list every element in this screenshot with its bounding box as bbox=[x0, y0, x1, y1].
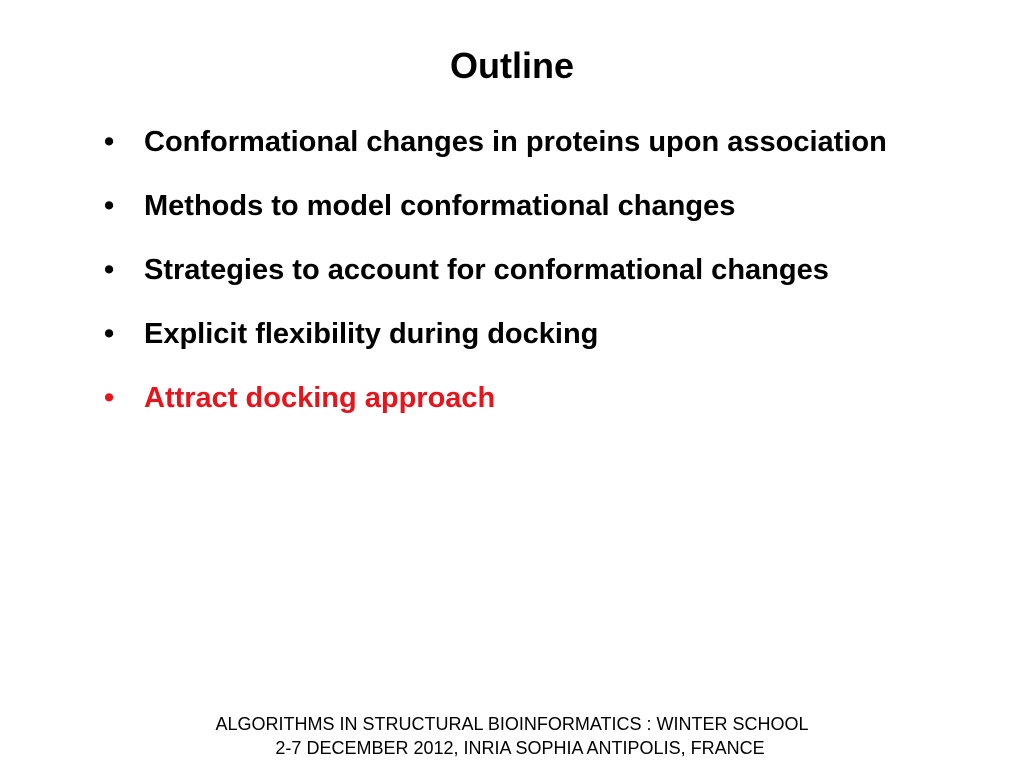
bullet-text: Strategies to account for conformational changes bbox=[144, 254, 829, 286]
bullet-dot-icon: • bbox=[104, 126, 115, 158]
bullet-list bbox=[104, 118, 904, 438]
bullet-item-explicit-flexibility bbox=[104, 310, 904, 358]
bullet-item-strategies bbox=[104, 246, 904, 294]
footer-line-1: ALGORITHMS IN STRUCTURAL BIOINFORMATICS : WINTER SCHOOL bbox=[215, 714, 809, 734]
bullet-item-methods bbox=[104, 182, 904, 230]
bullet-dot-icon: • bbox=[104, 254, 115, 286]
bullet-text: Conformational changes in proteins upon association bbox=[144, 126, 887, 158]
bullet-dot-icon: • bbox=[104, 382, 115, 414]
footer-line-2: 2-7 DECEMBER 2012, INRIA SOPHIA ANTIPOLIS, FRANCE bbox=[275, 738, 765, 758]
bullet-item-conformational-changes bbox=[104, 118, 904, 166]
bullet-dot-icon: • bbox=[104, 190, 115, 222]
slide-footer bbox=[0, 712, 1024, 760]
bullet-dot-icon: • bbox=[104, 318, 115, 350]
bullet-item-attract-docking bbox=[104, 374, 904, 422]
bullet-text: Methods to model conformational changes bbox=[144, 190, 736, 222]
bullet-text: Explicit flexibility during docking bbox=[144, 318, 599, 350]
bullet-text: Attract docking approach bbox=[144, 382, 496, 414]
slide-title: Outline bbox=[450, 45, 574, 86]
